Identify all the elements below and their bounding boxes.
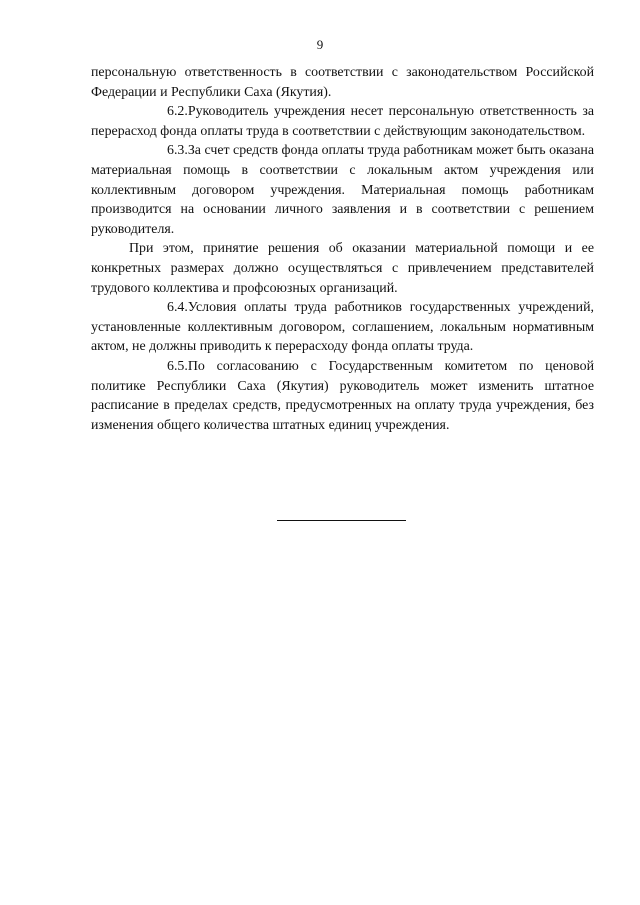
paragraph-number: 6.2.	[167, 104, 188, 120]
paragraph-text: Условия оплаты труда работников государственных учреждений, установленные коллективным договором, соглашением, локальным нормативным актом, не должны приводить к перерасходу фонда оплаты труда.	[91, 300, 594, 355]
page-number: 9	[316, 37, 324, 52]
paragraph-number: 6.3.	[167, 143, 188, 159]
paragraph-6-4	[91, 298, 594, 357]
end-of-document-rule	[277, 520, 406, 521]
paragraph-text: персональную ответственность в соответствии с законодательством Российской Федерации и Республики Саха (Якутия).	[91, 65, 594, 100]
paragraph-6-3	[91, 141, 594, 239]
paragraph-continuation	[91, 63, 594, 102]
document-body	[91, 63, 594, 435]
paragraph-text: За счет средств фонда оплаты труда работникам может быть оказана материальная помощь в соответствии с локальным актом учреждения или коллективным договором учреждения. Материальная помощь работникам производится на основании личного заявления и в соответствии с решением руководителя.	[91, 143, 594, 237]
paragraph-text: По согласованию с Государственным комитетом по ценовой политике Республики Саха (Якутия) руководитель может изменить штатное расписание в пределах средств, предусмотренных на оплату труда учреждения, без изменения общего количества штатных единиц учреждения.	[91, 358, 594, 433]
paragraph-number: 6.4.	[167, 300, 188, 316]
paragraph-text: Руководитель учреждения несет персональную ответственность за перерасход фонда оплаты труда в соответствии с действующим законодательством.	[91, 104, 594, 139]
paragraph-6-3-note	[91, 239, 594, 298]
paragraph-6-5	[91, 357, 594, 435]
paragraph-6-2	[91, 102, 594, 141]
paragraph-number: 6.5.	[167, 358, 188, 374]
paragraph-text: При этом, принятие решения об оказании материальной помощи и ее конкретных размерах должно осуществляться с привлечением представителей трудового коллектива и профсоюзных организаций.	[91, 241, 594, 296]
